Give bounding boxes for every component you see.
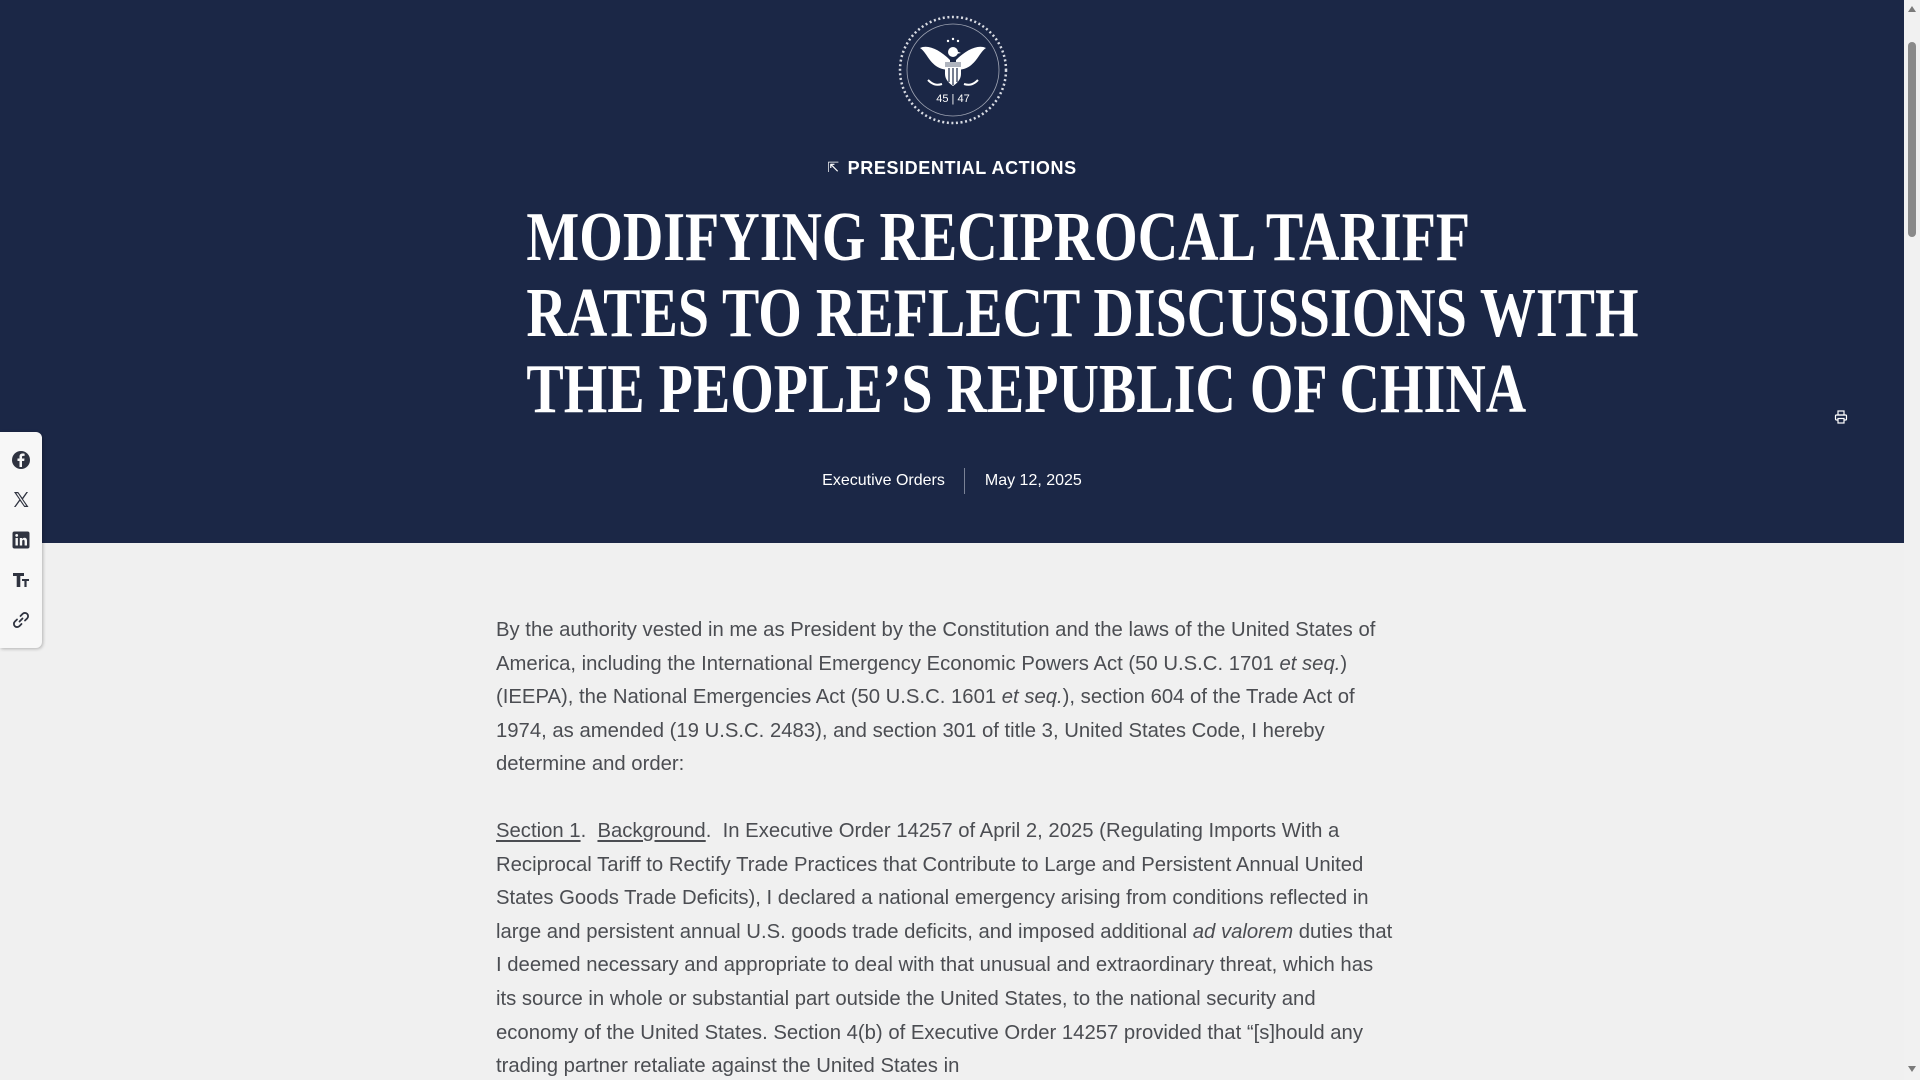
x-twitter-icon[interactable] xyxy=(11,490,31,510)
section-punctuation: . xyxy=(580,819,598,842)
header-hero xyxy=(0,0,1904,543)
text-size-icon[interactable] xyxy=(11,570,31,590)
section-italic: ad valorem xyxy=(1192,920,1294,943)
post-meta xyxy=(0,468,1904,494)
page-title xyxy=(420,199,1639,428)
linkedin-icon[interactable] xyxy=(11,530,31,550)
preamble-text: ), section 604 of the Trade Act of 1974, as amended (19 U.S.C. 2483), and section 301 of title 3, United States Code, I hereby determine and order: xyxy=(496,686,1355,776)
category-link[interactable] xyxy=(0,158,1904,179)
preamble-text: By the authority vested in me as President by the Constitution and the laws of the United States of America, including the International Emergency Economic Powers Act (50 U.S.C. 1701 xyxy=(496,619,1376,675)
category-label: PRESIDENTIAL ACTIONS xyxy=(847,158,1077,178)
section-text: duties that I deemed necessary and appropriate to deal with that unusual and extraordinary threat, which has its source in whole or substantial part outside the United States, to the national security and economy of the United States. Section 4(b) of Executive Order 14257 provided that “[s]hould any trading partner retaliate against the United States in xyxy=(496,920,1393,1078)
seal-numbers: 45 | 47 xyxy=(936,93,970,105)
post-date: May 12, 2025 xyxy=(984,472,1082,489)
section-label: Section 1 xyxy=(496,819,581,842)
article-body xyxy=(496,614,1396,1080)
title-line-2: RATES TO REFLECT DISCUSSIONS WITH xyxy=(526,275,1639,352)
section-heading: Background xyxy=(597,819,706,842)
post-category-link[interactable]: Executive Orders xyxy=(822,468,965,494)
preamble-text: ) (IEEPA), the National Emergencies Act (50 U.S.C. 1601 xyxy=(496,652,1348,709)
paragraph-section-1 xyxy=(496,815,1396,1080)
title-line-1: MODIFYING RECIPROCAL TARIFF xyxy=(526,199,1471,276)
section-punctuation: . xyxy=(705,819,723,842)
preamble-italic: et seq. xyxy=(1001,686,1063,709)
print-icon[interactable] xyxy=(1834,410,1848,424)
scroll-down-arrow-icon[interactable] xyxy=(1908,1066,1916,1072)
vertical-scrollbar[interactable] xyxy=(1904,0,1920,1080)
paragraph-preamble xyxy=(496,614,1396,782)
arrow-up-left-icon: ⇱ xyxy=(827,159,840,175)
scrollbar-thumb[interactable] xyxy=(1908,42,1916,237)
title-line-3: THE PEOPLE’S REPUBLIC OF CHINA xyxy=(526,351,1527,428)
share-sidebar xyxy=(0,432,42,648)
copy-link-icon[interactable] xyxy=(11,610,31,630)
facebook-icon[interactable] xyxy=(11,450,31,470)
preamble-italic: et seq. xyxy=(1279,652,1341,675)
section-text: In Executive Order 14257 of April 2, 2025 (Regulating Imports With a Reciprocal Tariff to Rectify Trade Practices that Contribute to Large and Persistent Annual United States Goods Trade Deficits), I declared a national emergency arising from conditions reflected in large and persistent annual U.S. goods trade deficits, and imposed additional xyxy=(496,819,1369,943)
scroll-up-arrow-icon[interactable] xyxy=(1908,6,1916,12)
presidential-seal-icon[interactable] xyxy=(898,14,1008,126)
